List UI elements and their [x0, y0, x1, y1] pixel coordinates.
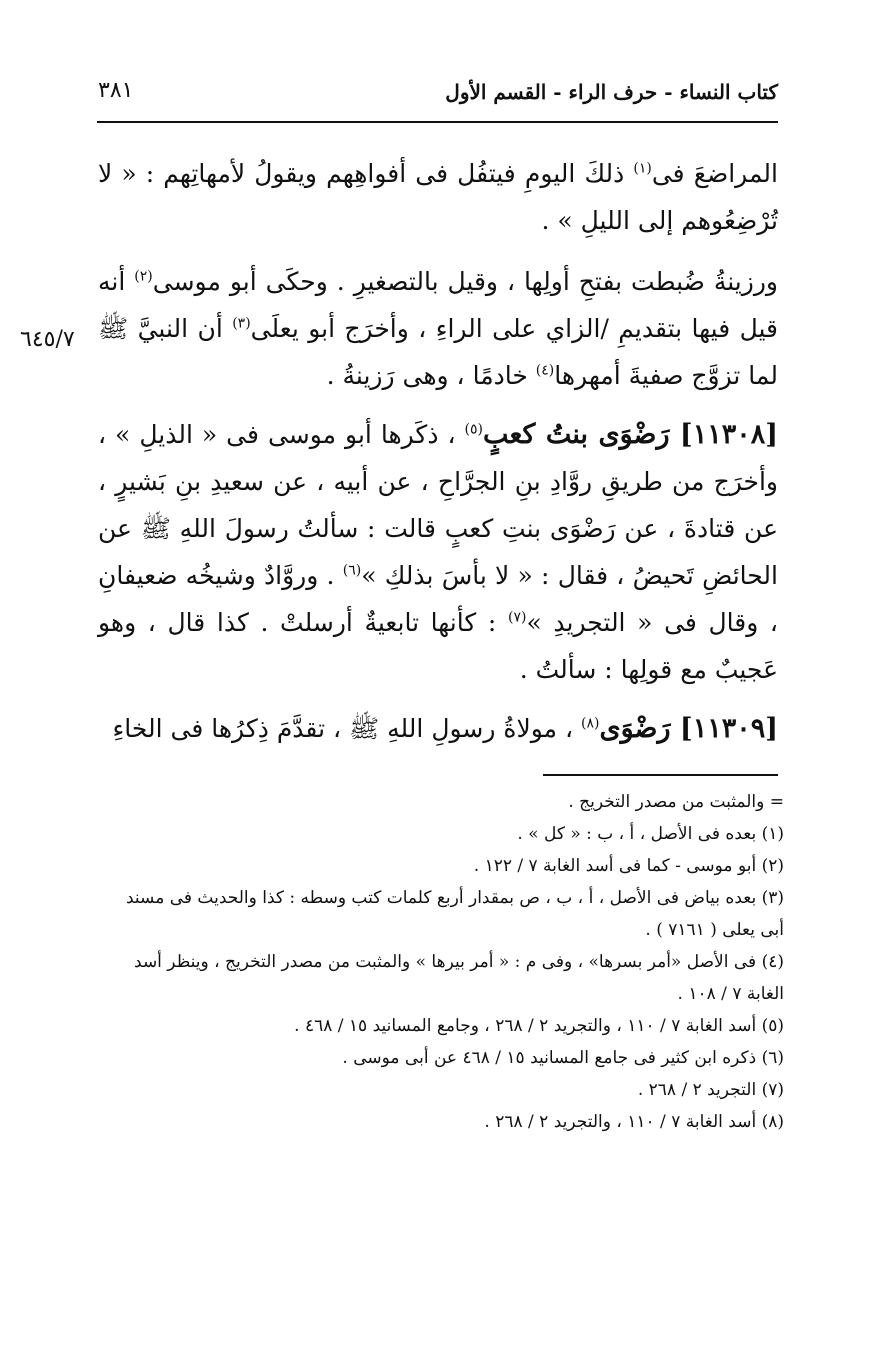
footnote-rule [543, 774, 778, 776]
footnote-2: (٢) أبو موسى - كما فى أسد الغابة ٧ / ١٢٢ . [473, 856, 784, 876]
entry-heading: [١١٣٠٩] رَضْوَى [599, 713, 778, 744]
header-title: كتاب النساء - حرف الراء - القسم الأول [445, 80, 778, 104]
paragraph-2 [98, 258, 778, 399]
text-run: ، ذكَرها أبو موسى فى « الذيلِ » ، وأخرَج من طريقِ روَّادِ بنِ الجرَّاحِ ، عن أبيه ، عن سعيدِ بنِ بَشيرٍ ، عن قتادةَ ، عن رَضْوَى بنتِ كعبٍ قالت : سألتُ رسولَ اللهِ ﷺ عن الحائضِ تَحيضُ ، فقال : « لا بأسَ بذلكِ » [98, 420, 778, 590]
footnote-ref-2: (٢) [134, 268, 153, 285]
footnote-3: (٣) بعده بياض فى الأصل ، أ ، ب ، ص بمقدار أربع كلمات كتب وسطه : كذا والحديث فى مسند أبى يعلى ( ٧١٦١ ) . [125, 888, 784, 940]
footnote-8: (٨) أسد الغابة ٧ / ١١٠ ، والتجريد ٢ / ٢٦٨ . [484, 1112, 784, 1132]
running-header [98, 74, 778, 114]
footnote-continuation: = والمثبت من مصدر التخريج . [568, 792, 784, 812]
footnote-6: (٦) ذكره ابن كثير فى جامع المسانيد ١٥ / ٤٦٨ عن أبى موسى . [342, 1048, 784, 1068]
footnote-7: (٧) التجريد ٢ / ٢٦٨ . [637, 1080, 784, 1100]
footnote-ref-6: (٦) [342, 562, 362, 579]
footnote-ref-8: (٨) [581, 715, 600, 732]
footnote-ref-1: (١) [633, 160, 652, 177]
footnote-ref-3: (٣) [232, 315, 251, 332]
footnote-4: (٤) فى الأصل «أمر بسرها» ، وفى م : « أمر بيرها » والمثبت من مصدر التخريج ، وينظر أسد الغابة ٧ / ١٠٨ . [134, 952, 784, 1004]
footnote-ref-7: (٧) [507, 609, 527, 626]
text-run: . وروَّادٌ وشيخُه ضعيفانِ ، وقال فى « التجريدِ » [98, 561, 778, 637]
footnote-ref-5: (٥) [464, 421, 483, 438]
entry-11308 [98, 411, 778, 693]
entry-heading: [١١٣٠٨] رَضْوَى بنتُ كعبٍ [483, 419, 779, 450]
text-run: المراضعَ فى [651, 159, 778, 188]
main-text [98, 150, 778, 764]
entry-11309 [98, 705, 778, 752]
footnote-5: (٥) أسد الغابة ٧ / ١١٠ ، والتجريد ٢ / ٢٦٨ ، وجامع المسانيد ١٥ / ٤٦٨ . [294, 1016, 784, 1036]
text-run: ، مولاةُ رسولِ اللهِ ﷺ ، تقدَّمَ ذِكرُها فى الخاءِ [112, 714, 574, 743]
text-run: ذلكَ اليومِ فيتفُل فى أفواهِهم ويقولُ لأمهاتِهم : « لا تُرْضِعُوهم إلى الليلِ » . [98, 159, 778, 235]
margin-reference: ٦٤٥/٧ [20, 327, 75, 352]
text-run: أنه قيل فيها بتقديمِ /الزاي على الراءِ ، وأخرَج أبو يعلَى [98, 267, 778, 343]
text-run: ورزينةُ ضُبطت بفتحِ أولِها ، وقيل بالتصغيرِ . وحكَى أبو موسى [152, 267, 778, 296]
text-run: أن النبيَّ ﷺ لما تزوَّج صفيةَ أمهرها [98, 314, 778, 390]
text-run: خادمًا ، وهى رَزينةُ . [326, 361, 528, 390]
text-run: : كأنها تابعيةٌ أرسلتْ . كذا قال ، وهو عَجيبٌ مع قولِها : سألتُ . [98, 608, 778, 684]
page-number: ٣٨١ [98, 78, 134, 103]
footnotes [98, 786, 784, 1138]
paragraph-1 [98, 150, 778, 244]
footnote-ref-4: (٤) [535, 362, 555, 379]
header-rule [97, 121, 778, 123]
footnote-1: (١) بعده فى الأصل ، أ ، ب : « كل » . [517, 824, 784, 844]
